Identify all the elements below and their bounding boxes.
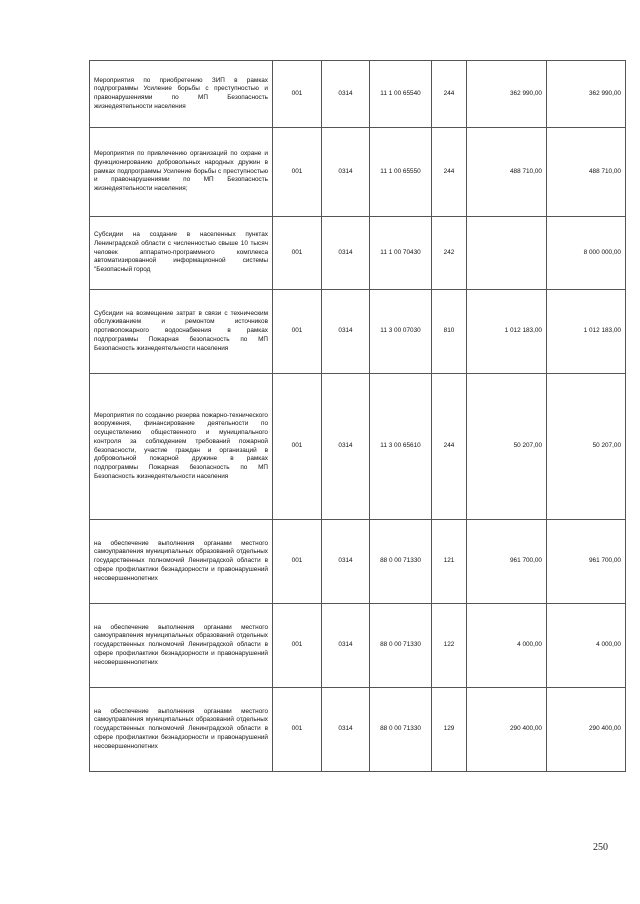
row-org-code: 001 [273, 128, 322, 217]
row-kind-code: 810 [432, 290, 467, 374]
row-section-code: 0314 [322, 520, 370, 604]
row-sum-2: 488 710,00 [547, 128, 626, 217]
row-section-code: 0314 [322, 688, 370, 772]
row-org-code: 001 [273, 217, 322, 290]
row-kind-code: 122 [432, 604, 467, 688]
row-name: Субсидии на возмещение затрат в связи с техническим обслуживанием и ремонтом источников противопожарного водоснабжения в рамках подпрограммы Пожарная безопасность по МП Безопасность жизнедеятельности населения [90, 290, 273, 374]
table-row [90, 61, 626, 128]
row-article-code: 11 3 00 07030 [370, 290, 432, 374]
row-article-code: 11 3 00 65610 [370, 374, 432, 520]
row-org-code: 001 [273, 688, 322, 772]
row-sum-2: 1 012 183,00 [547, 290, 626, 374]
row-name: Мероприятия по созданию резерва пожарно-технического вооружения, финансирование деятельности по осуществлению общественного и муниципального контроля за соблюдением требований пожарной безопасности, участие граждан и организаций в добровольной пожарной дружине в рамках подпрограммы Пожарная безопасность по МП Безопасность жизнедеятельности населения [90, 374, 273, 520]
table-row [90, 374, 626, 520]
table-row [90, 604, 626, 688]
row-sum-2: 961 700,00 [547, 520, 626, 604]
row-section-code: 0314 [322, 374, 370, 520]
row-article-code: 11 1 00 65540 [370, 61, 432, 128]
row-kind-code: 242 [432, 217, 467, 290]
row-kind-code: 244 [432, 61, 467, 128]
row-name: на обеспечение выполнения органами местного самоуправления муниципальных образований отдельных государственных полномочий Ленинградской области в сфере профилактики безнадзорности и правонарушений несовершеннолетних [90, 688, 273, 772]
row-kind-code: 244 [432, 128, 467, 217]
row-sum-1 [467, 217, 547, 290]
table-row [90, 520, 626, 604]
row-sum-2: 290 400,00 [547, 688, 626, 772]
row-name: Субсидии на создание в населенных пунктах Ленинградской области с численностью свыше 10 тысяч человек аппаратно-программного комплекса автоматизированной информационной системы "Безопасный город [90, 217, 273, 290]
row-kind-code: 129 [432, 688, 467, 772]
row-section-code: 0314 [322, 604, 370, 688]
row-section-code: 0314 [322, 217, 370, 290]
row-article-code: 11 1 00 65550 [370, 128, 432, 217]
row-kind-code: 121 [432, 520, 467, 604]
row-name: на обеспечение выполнения органами местного самоуправления муниципальных образований отдельных государственных полномочий Ленинградской области в сфере профилактики безнадзорности и правонарушений несовершеннолетних [90, 604, 273, 688]
row-name: Мероприятия по привлечению организаций по охране и функционированию добровольных народных дружин в рамках подпрограммы Усиление борьбы с преступностью и правонарушениями по МП Безопасность жизнедеятельности населения; [90, 128, 273, 217]
row-section-code: 0314 [322, 61, 370, 128]
row-sum-1: 362 990,00 [467, 61, 547, 128]
row-kind-code: 244 [432, 374, 467, 520]
budget-table [89, 60, 626, 772]
row-article-code: 11 1 00 70430 [370, 217, 432, 290]
row-sum-2: 362 990,00 [547, 61, 626, 128]
row-sum-1: 290 400,00 [467, 688, 547, 772]
table-row [90, 290, 626, 374]
row-sum-1: 50 207,00 [467, 374, 547, 520]
row-sum-1: 961 700,00 [467, 520, 547, 604]
row-org-code: 001 [273, 61, 322, 128]
row-name: на обеспечение выполнения органами местного самоуправления муниципальных образований отдельных государственных полномочий Ленинградской области в сфере профилактики безнадзорности и правонарушений несовершеннолетних [90, 520, 273, 604]
page-number: 250 [593, 842, 608, 853]
row-sum-2: 8 000 000,00 [547, 217, 626, 290]
table-row [90, 688, 626, 772]
row-sum-1: 1 012 183,00 [467, 290, 547, 374]
table-row [90, 217, 626, 290]
row-org-code: 001 [273, 520, 322, 604]
row-article-code: 88 0 00 71330 [370, 520, 432, 604]
row-org-code: 001 [273, 290, 322, 374]
row-sum-2: 4 000,00 [547, 604, 626, 688]
row-article-code: 88 0 00 71330 [370, 688, 432, 772]
row-sum-1: 488 710,00 [467, 128, 547, 217]
row-sum-1: 4 000,00 [467, 604, 547, 688]
row-name: Мероприятия по приобретению ЗИП в рамках подпрограммы Усиление борьбы с преступностью и правонарушениями по МП Безопасность жизнедеятельности населения [90, 61, 273, 128]
row-sum-2: 50 207,00 [547, 374, 626, 520]
row-section-code: 0314 [322, 290, 370, 374]
row-org-code: 001 [273, 374, 322, 520]
row-article-code: 88 0 00 71330 [370, 604, 432, 688]
table-row [90, 128, 626, 217]
row-org-code: 001 [273, 604, 322, 688]
row-section-code: 0314 [322, 128, 370, 217]
